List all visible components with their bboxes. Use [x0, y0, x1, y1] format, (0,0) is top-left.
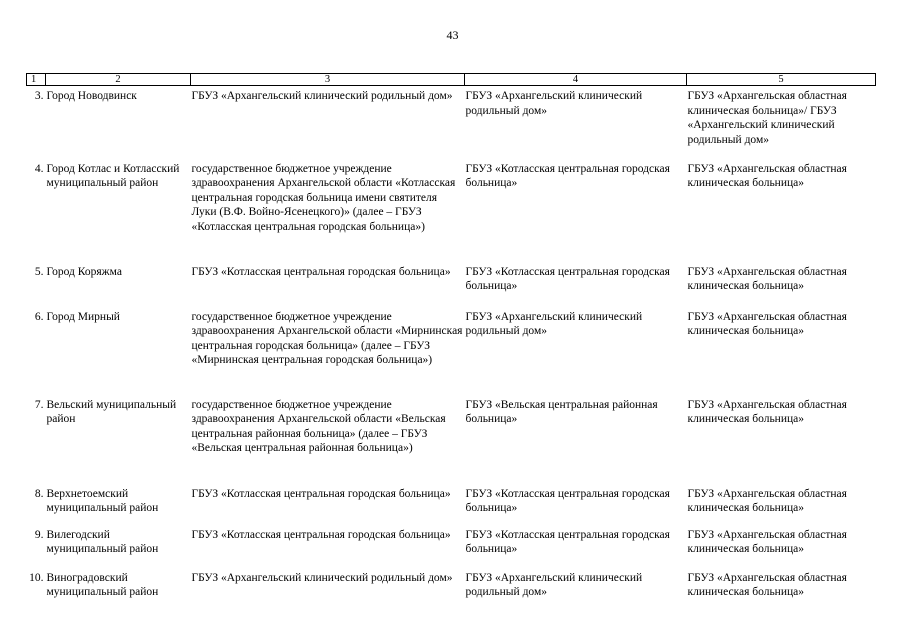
municipality-cell: Город Котлас и Котласский муниципальный район [46, 162, 180, 190]
municipality-cell: Город Коряжма [46, 265, 122, 278]
hospital-cell: государственное бюджетное учреждение здравоохранения Архангельской области «Мирнинская центральная городская больница» (далее – ГБУЗ «Мирнинская центральная городская больница») [191, 310, 463, 367]
hospital-cell: ГБУЗ «Архангельская областная клиническая больница» [687, 487, 847, 515]
municipality-cell: Виноградовский муниципальный район [46, 571, 159, 599]
hospital-cell: ГБУЗ «Котласская центральная городская больница» [191, 528, 451, 541]
page-number: 43 [446, 28, 459, 42]
hospital-cell: ГБУЗ «Архангельский клинический родильный дом» [191, 90, 453, 102]
municipality-cell: Город Мирный [46, 310, 120, 323]
hospital-cell: государственное бюджетное учреждение здравоохранения Архангельской области «Вельская центральная районная больница» (далее – ГБУЗ «Вельская центральная районная больница») [191, 398, 446, 455]
hospital-cell: ГБУЗ «Архангельская областная клиническая больница» [687, 310, 847, 338]
table-row [27, 86, 876, 159]
column-number: 5 [687, 74, 876, 86]
hospital-cell: ГБУЗ «Архангельская областная клиническая больница» [687, 162, 847, 190]
hospital-cell: государственное бюджетное учреждение здравоохранения Архангельской области «Котласская центральная городская больница имени святителя Луки (В.Ф. Войно-Ясенецкого)» (далее – ГБУЗ «Котласская центральная городская больница») [191, 162, 456, 233]
municipality-cell: Вельский муниципальный район [46, 398, 177, 426]
hospital-cell: ГБУЗ «Котласская центральная городская больница» [465, 162, 670, 190]
hospital-cell: ГБУЗ «Вельская центральная районная больница» [465, 398, 658, 426]
row-number: 4. [34, 162, 44, 175]
municipality-cell: Верхнетоемский муниципальный район [46, 487, 159, 515]
municipality-cell: Город Новодвинск [46, 90, 137, 102]
hospital-cell: ГБУЗ «Котласская центральная городская больница» [191, 487, 451, 500]
row-number: 6. [34, 310, 44, 323]
hospital-cell: ГБУЗ «Архангельский клинический родильный дом» [465, 571, 643, 599]
table-row [27, 484, 876, 525]
column-number: 1 [27, 74, 46, 86]
hospital-cell: ГБУЗ «Архангельский клинический родильный дом» [465, 310, 643, 338]
table-row [27, 262, 876, 307]
municipality-cell: Вилегодский муниципальный район [46, 528, 159, 556]
table-row [27, 395, 876, 484]
table-row [27, 568, 876, 608]
column-number: 2 [46, 74, 191, 86]
row-number: 8. [34, 487, 44, 500]
hospital-cell: ГБУЗ «Архангельская областная клиническая больница»/ ГБУЗ «Архангельский клинический родильный дом» [687, 90, 847, 146]
hospital-cell: ГБУЗ «Архангельская областная клиническая больница» [687, 528, 847, 556]
row-number: 3. [34, 90, 44, 102]
hospital-cell: ГБУЗ «Архангельская областная клиническая больница» [687, 265, 847, 293]
row-number: 10. [29, 571, 44, 584]
hospital-cell: ГБУЗ «Котласская центральная городская больница» [465, 487, 670, 515]
hospital-cell: ГБУЗ «Архангельская областная клиническая больница» [687, 398, 847, 426]
row-number: 7. [34, 398, 44, 411]
row-number: 5. [34, 265, 44, 278]
hospital-cell: ГБУЗ «Котласская центральная городская больница» [465, 265, 670, 293]
column-number-header [27, 74, 876, 86]
routing-table [26, 73, 876, 608]
hospital-cell: ГБУЗ «Котласская центральная городская больница» [465, 528, 670, 556]
column-number: 4 [465, 74, 687, 86]
hospital-cell: ГБУЗ «Архангельский клинический родильный дом» [465, 90, 643, 117]
column-number: 3 [191, 74, 465, 86]
hospital-cell: ГБУЗ «Архангельский клинический родильный дом» [191, 571, 453, 584]
table-row [27, 307, 876, 395]
row-number: 9. [34, 528, 44, 541]
table-row [27, 159, 876, 262]
hospital-cell: ГБУЗ «Котласская центральная городская больница» [191, 265, 451, 278]
hospital-cell: ГБУЗ «Архангельская областная клиническая больница» [687, 571, 847, 599]
table-row [27, 525, 876, 568]
